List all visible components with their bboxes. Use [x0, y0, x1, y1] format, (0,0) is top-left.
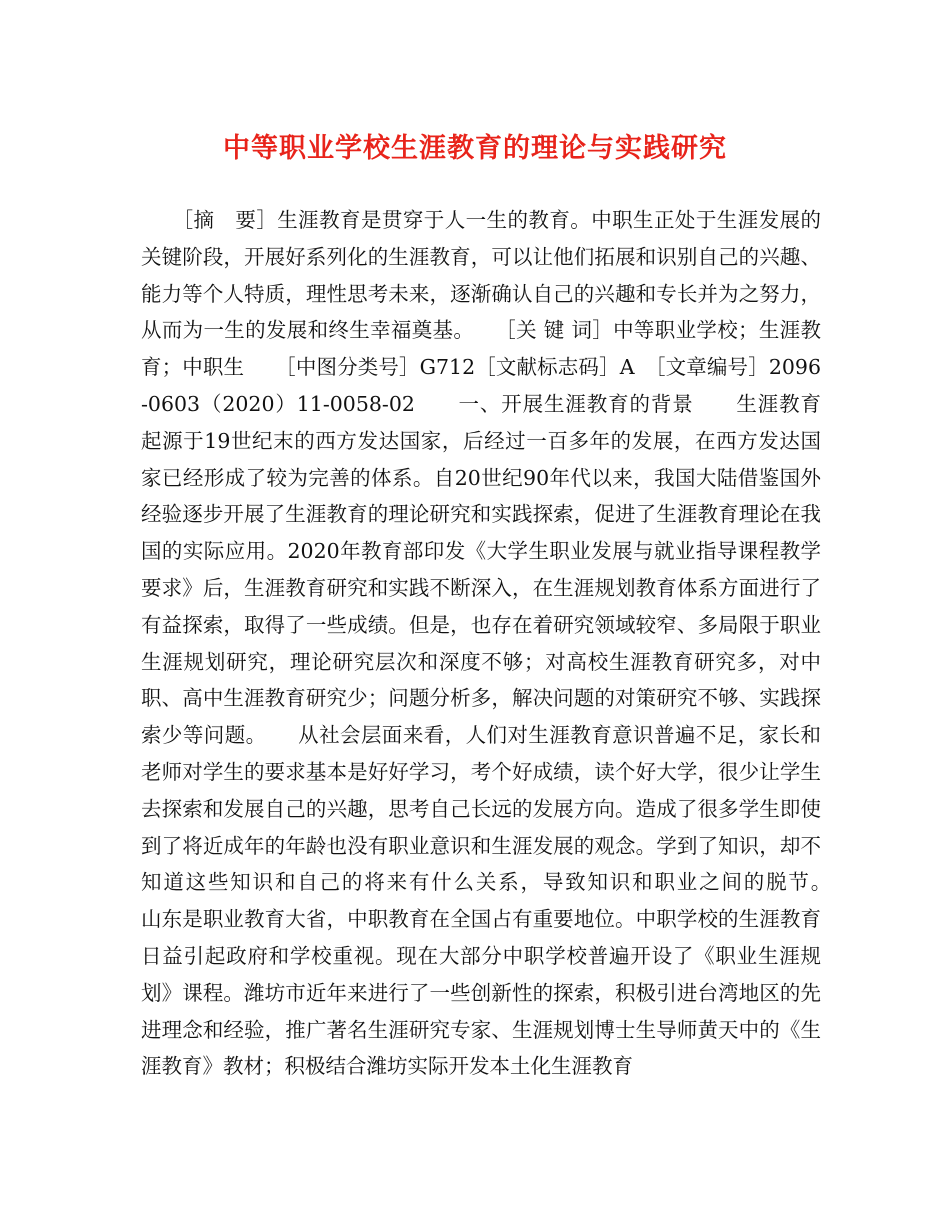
document-body-text: ［摘 要］生涯教育是贯穿于人一生的教育。中职生正处于生涯发展的关键阶段，开展好系列化的生涯教育，可以让他们拓展和识别自己的兴趣、能力等个人特质，理性思考未来，逐渐确认自己的兴趣和专长并为之努力，从而为一生的发展和终生幸福奠基。 ［关 键 词］中等职业学校；生涯教育；中职生 ［中图分类号］G712［文献标志码］A ［文章编号］2096-0603（2020）11-0058-02 一、开展生涯教育的背景 生涯教育起源于19世纪末的西方发达国家，后经过一百多年的发展，在西方发达国家已经形成了较为完善的体系。自20世纪90年代以来，我国大陆借鉴国外经验逐步开展了生涯教育的理论研究和实践探索，促进了生涯教育理论在我国的实际应用。2020年教育部印发《大学生职业发展与就业指导课程教学要求》后，生涯教育研究和实践不断深入，在生涯规划教育体系方面进行了有益探索，取得了一些成绩。但是，也存在着研究领域较窄、多局限于职业生涯规划研究，理论研究层次和深度不够；对高校生涯教育研究多，对中职、高中生涯教育研究少；问题分析多，解决问题的对策研究不够、实践探索少等问题。 从社会层面来看，人们对生涯教育意识普遍不足，家长和老师对学生的要求基本是好好学习，考个好成绩，读个好大学，很少让学生去探索和发展自己的兴趣，思考自己长远的发展方向。造成了很多学生即使到了将近成年的年龄也没有职业意识和生涯发展的观念。学到了知识，却不知道这些知识和自己的将来有什么关系，导致知识和职业之间的脱节。 山东是职业教育大省，中职教育在全国占有重要地位。中职学校的生涯教育日益引起政府和学校重视。现在大部分中职学校普遍开设了《职业生涯规划》课程。潍坊市近年来进行了一些创新性的探索，积极引进台湾地区的先进理念和经验，推广著名生涯研究专家、生涯规划博士生导师黄天中的《生涯教育》教材；积极结合潍坊实际开发本土化生涯教育 — [141, 208, 862, 1079]
document-title: 中等职业学校生涯教育的理论与实践研究 — [223, 133, 727, 164]
